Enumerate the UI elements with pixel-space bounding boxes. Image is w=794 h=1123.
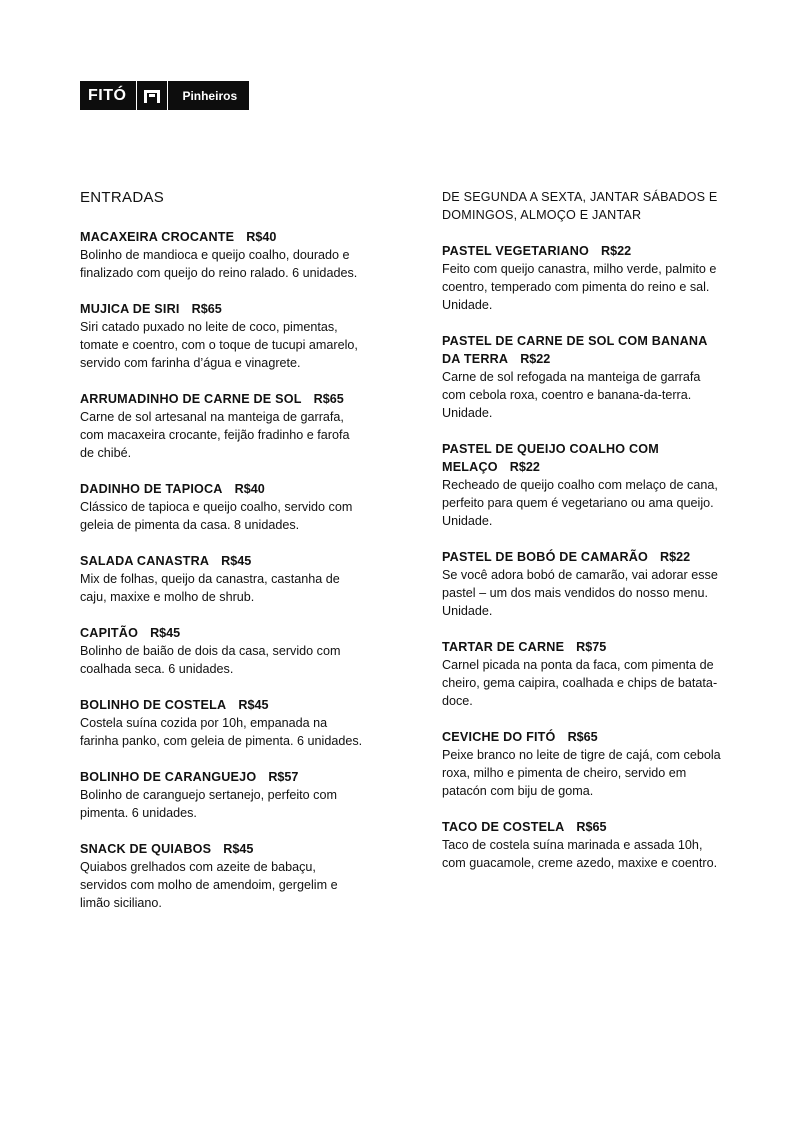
menu-item-description: Taco de costela suína marinada e assada 10h, com guacamole, creme azedo, maxixe e coentro. xyxy=(442,838,718,870)
menu-item-name: ARRUMADINHO DE CARNE DE SOL xyxy=(80,392,302,406)
menu-item-name: CAPITÃO xyxy=(80,626,139,640)
menu-item-description: Bolinho de caranguejo sertanejo, perfeito com pimenta. 6 unidades. xyxy=(80,788,337,820)
menu-item-description: Bolinho de mandioca e queijo coalho, dourado e finalizado com queijo do reino ralado. 6 unidades. xyxy=(80,248,358,280)
menu-item xyxy=(442,728,727,800)
menu-item-description: Clássico de tapioca e queijo coalho, servido com geleia de pimenta da casa. 8 unidades. xyxy=(80,500,353,532)
restaurant-mark-icon xyxy=(136,81,168,110)
menu-item-name: TARTAR DE CARNE xyxy=(442,640,565,654)
menu-item-list xyxy=(442,242,727,872)
menu-item-price: R$40 xyxy=(234,482,265,496)
menu-item-price: R$65 xyxy=(567,730,598,744)
menu-item-price: R$22 xyxy=(520,352,551,366)
menu-item-name: MACAXEIRA CROCANTE xyxy=(80,230,235,244)
menu-item-price: R$57 xyxy=(268,770,299,784)
menu-item-description: Quiabos grelhados com azeite de babaçu, servidos com molho de amendoim, gergelim e limão siciliano. xyxy=(80,860,338,910)
menu-item xyxy=(442,242,727,314)
menu-item xyxy=(442,818,727,872)
menu-item-name: PASTEL DE BOBÓ DE CAMARÃO xyxy=(442,550,649,564)
brand-name: FITÓ xyxy=(88,86,127,104)
menu-item-price: R$65 xyxy=(576,820,607,834)
menu-item-description: Mix de folhas, queijo da canastra, castanha de caju, maxixe e molho de shrub. xyxy=(80,572,340,604)
menu-item xyxy=(442,548,727,620)
menu-item xyxy=(80,300,365,372)
menu-item-description: Peixe branco no leite de tigre de cajá, com cebola roxa, milho e pimenta de cheiro, servido em patacón com biju de goma. xyxy=(442,748,721,798)
menu-item-name: PASTEL DE QUEIJO COALHO COM MELAÇO xyxy=(442,442,659,474)
menu-item xyxy=(442,440,727,530)
menu-item xyxy=(80,228,365,282)
menu-item-price: R$22 xyxy=(660,550,691,564)
menu-item-name: PASTEL VEGETARIANO xyxy=(442,244,590,258)
brand-header xyxy=(80,81,249,110)
menu-item-description: Feito com queijo canastra, milho verde, palmito e coentro, temperado com pimenta do reino e sal. Unidade. xyxy=(442,262,717,312)
menu-item-name: PASTEL DE CARNE DE SOL COM BANANA DA TERRA xyxy=(442,334,708,366)
menu-item xyxy=(80,768,365,822)
menu-item-description: Carne de sol refogada na manteiga de garrafa com cebola roxa, coentro e banana-da-terra. Unidade. xyxy=(442,370,701,420)
menu-item-name: SALADA CANASTRA xyxy=(80,554,210,568)
menu-item-name: TACO DE COSTELA xyxy=(442,820,565,834)
menu-item xyxy=(80,480,365,534)
menu-item-name: MUJICA DE SIRI xyxy=(80,302,180,316)
menu-item-price: R$65 xyxy=(191,302,222,316)
menu-item-price: R$45 xyxy=(238,698,269,712)
menu-item-price: R$75 xyxy=(576,640,607,654)
menu-item-description: Siri catado puxado no leite de coco, pimentas, tomate e coentro, com o toque de tucupi amarelo, servido com farinha d’água e vinagrete. xyxy=(80,320,358,370)
menu-item-description: Carne de sol artesanal na manteiga de garrafa, com macaxeira crocante, feijão fradinho e farofa de chibé. xyxy=(80,410,350,460)
menu-column-right xyxy=(442,188,727,890)
menu-item-description: Carnel picada na ponta da faca, com pimenta de cheiro, gema caipira, coalhada e chips de batata-doce. xyxy=(442,658,718,708)
menu-item-price: R$45 xyxy=(150,626,181,640)
location-label: Pinheiros xyxy=(182,88,238,103)
menu-item xyxy=(80,840,365,912)
menu-item xyxy=(442,332,727,422)
menu-item-price: R$45 xyxy=(221,554,252,568)
menu-item-name: CEVICHE DO FITÓ xyxy=(442,730,556,744)
section-title: ENTRADAS xyxy=(80,189,165,206)
menu-item xyxy=(442,638,727,710)
menu-item-price: R$40 xyxy=(246,230,277,244)
menu-item-description: Se você adora bobó de camarão, vai adorar esse pastel – um dos mais vendidos do nosso menu. Unidade. xyxy=(442,568,718,618)
menu-item-price: R$45 xyxy=(223,842,254,856)
menu-item-description: Bolinho de baião de dois da casa, servido com coalhada seca. 6 unidades. xyxy=(80,644,341,676)
menu-item-price: R$22 xyxy=(509,460,540,474)
menu-item-description: Costela suína cozida por 10h, empanada na farinha panko, com geleia de pimenta. 6 unidades. xyxy=(80,716,363,748)
menu-item-price: R$22 xyxy=(601,244,632,258)
menu-item xyxy=(80,390,365,462)
menu-item xyxy=(80,552,365,606)
menu-item-name: BOLINHO DE CARANGUEJO xyxy=(80,770,257,784)
menu-item-price: R$65 xyxy=(313,392,344,406)
menu-item-list xyxy=(80,228,365,912)
menu-item-name: DADINHO DE TAPIOCA xyxy=(80,482,223,496)
menu-item xyxy=(80,624,365,678)
menu-item-name: BOLINHO DE COSTELA xyxy=(80,698,227,712)
menu-item-description: Recheado de queijo coalho com melaço de cana, perfeito para quem é vegetariano ou ama queijo. Unidade. xyxy=(442,478,718,528)
menu-item xyxy=(80,696,365,750)
menu-item-name: SNACK DE QUIABOS xyxy=(80,842,212,856)
menu-column-left xyxy=(80,188,365,930)
opening-hours: DE SEGUNDA A SEXTA, JANTAR SÁBADOS E DOMINGOS, ALMOÇO E JANTAR xyxy=(442,190,718,222)
